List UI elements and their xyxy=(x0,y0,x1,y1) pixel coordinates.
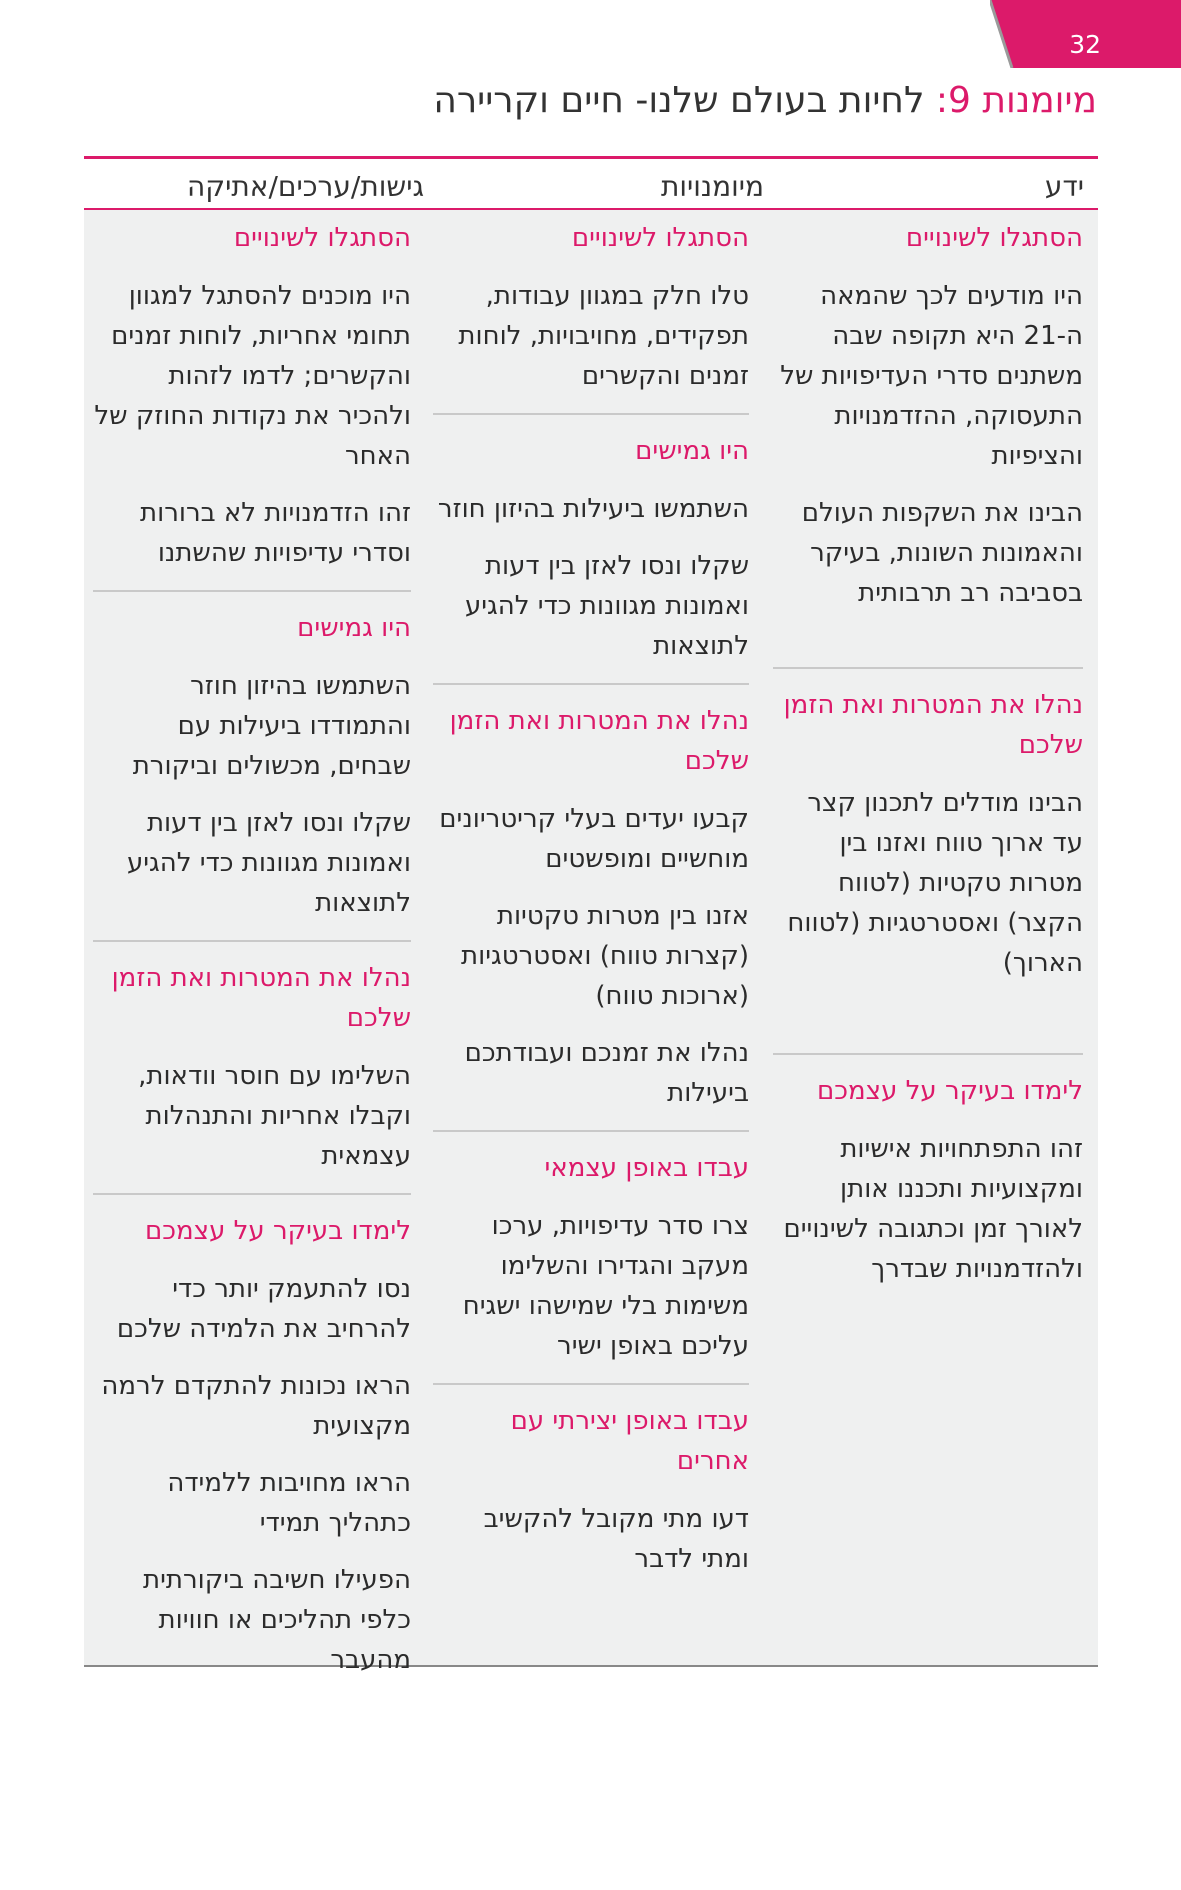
title-text: לחיות בעולם שלנו- חיים וקריירה xyxy=(433,80,936,121)
list-item: קבעו יעדים בעלי קריטריונים מוחשיים ומופשטים xyxy=(439,804,749,874)
page-number: 32 xyxy=(1069,30,1101,59)
section xyxy=(433,1401,749,1579)
section-divider xyxy=(433,683,749,685)
section-divider xyxy=(773,667,1083,669)
section-title: עבדו באופן עצמאי xyxy=(544,1153,749,1183)
section-title: הסתגלו לשינויים xyxy=(233,223,411,253)
list-item: היו מוכנים להסתגל למגוון תחומי אחריות, לוחות זמנים והקשרים; לדמו לזהות ולהכיר את נקודות החוזק של האחר xyxy=(94,281,411,471)
title-prefix: מיומנות 9: xyxy=(935,80,1097,121)
section xyxy=(93,1211,411,1680)
section-title: הסתגלו לשינויים xyxy=(571,223,749,253)
list-item: הראו מחויבות ללמידה כתהליך תמידי xyxy=(167,1468,411,1538)
section xyxy=(433,1148,749,1366)
list-item: היו מודעים לכך שהמאה ה-21 היא תקופה שבה משתנים סדרי העדיפויות של התעסוקה, ההזדמנויות והציפיות xyxy=(780,281,1083,471)
list-item: הראו נכונות להתקדם לרמה מקצועית xyxy=(101,1371,411,1441)
list-item: זהו הזדמנויות לא ברורות וסדרי עדיפויות שהשתנו xyxy=(140,498,411,568)
section-title: היו גמישים xyxy=(297,613,411,643)
section xyxy=(773,685,1083,983)
list-item: שקלו ונסו לאזן בין דעות ואמונות מגוונות כדי להגיע לתוצאות xyxy=(464,551,749,661)
section-title: היו גמישים xyxy=(635,436,749,466)
list-item: דעו מתי מקובל להקשיב ומתי לדבר xyxy=(483,1504,749,1574)
list-item: הפעילו חשיבה ביקורתית כלפי תהליכים או חוויות מהעבר xyxy=(143,1565,411,1675)
section xyxy=(93,218,411,573)
list-item: השתמשו בהיזון חוזר והתמודדו ביעילות עם שבחים, מכשולים וביקורת xyxy=(132,671,411,781)
table-top-rule xyxy=(84,156,1098,159)
list-item: נהלו את זמנכם ועבודתכם ביעילות xyxy=(464,1038,749,1108)
section-title: נהלו את המטרות ואת הזמן שלכם xyxy=(449,706,749,776)
column-attitudes xyxy=(93,214,411,1697)
list-item: טלו חלק במגוון עבודות, תפקידים, מחויבויות, לוחות זמנים והקשרים xyxy=(458,281,749,391)
column-skills xyxy=(433,214,749,1596)
section xyxy=(433,701,749,1113)
list-item: אזנו בין מטרות טקטיות (קצרות טווח) ואסטרטגיות (ארוכות טווח) xyxy=(461,901,749,1011)
list-item: השלימו עם חוסר וודאות, וקבלו אחריות והתנהלות עצמאית xyxy=(138,1061,411,1171)
section-divider xyxy=(93,940,411,942)
page-title xyxy=(433,80,1097,121)
list-item: הבינו את השקפות העולם והאמונות השונות, בעיקר בסביבה רב תרבותית xyxy=(801,498,1083,608)
section-title: לימדו בעיקר על עצמכם xyxy=(145,1216,411,1246)
section-title: נהלו את המטרות ואת הזמן שלכם xyxy=(783,690,1083,760)
section xyxy=(93,608,411,923)
column-knowledge xyxy=(773,214,1083,1306)
section-title: הסתגלו לשינויים xyxy=(905,223,1083,253)
section-title: לימדו בעיקר על עצמכם xyxy=(817,1076,1083,1106)
section-divider xyxy=(433,1383,749,1385)
list-item: צרו סדר עדיפויות, ערכו מעקב והגדירו והשלימו משימות בלי שמישהו ישגיח עליכם באופן ישיר xyxy=(462,1211,749,1361)
section-title: עבדו באופן יצירתי עם אחרים xyxy=(510,1406,749,1476)
header-attitudes: גישות/ערכים/אתיקה xyxy=(186,170,424,203)
section-divider xyxy=(433,1130,749,1132)
section-divider xyxy=(93,1193,411,1195)
section xyxy=(773,1071,1083,1289)
section-title: נהלו את המטרות ואת הזמן שלכם xyxy=(111,963,411,1033)
section xyxy=(93,958,411,1176)
header-skills: מיומנויות xyxy=(660,170,764,203)
table-header xyxy=(84,170,1098,206)
list-item: נסו להתעמק יותר כדי להרחיב את הלמידה שלכם xyxy=(116,1274,411,1344)
section xyxy=(433,218,749,396)
section-divider xyxy=(773,1053,1083,1055)
section-divider xyxy=(93,590,411,592)
section xyxy=(433,431,749,666)
list-item: השתמשו ביעילות בהיזון חוזר xyxy=(437,494,749,524)
section-divider xyxy=(433,413,749,415)
list-item: זהו התפתחויות אישיות ומקצועיות ותכננו אותן לאורך זמן וכתגובה לשינויים ולהזדמנויות שבדרך xyxy=(783,1134,1083,1284)
list-item: הבינו מודלים לתכנון קצר עד ארוך טווח ואזנו בין מטרות טקטיות (לטווח הקצר) ואסטרטגיות (לטווח הארוך) xyxy=(787,788,1083,978)
list-item: שקלו ונסו לאזן בין דעות ואמונות מגוונות כדי להגיע לתוצאות xyxy=(126,808,411,918)
header-knowledge: ידע xyxy=(1044,170,1084,203)
section xyxy=(773,218,1083,613)
